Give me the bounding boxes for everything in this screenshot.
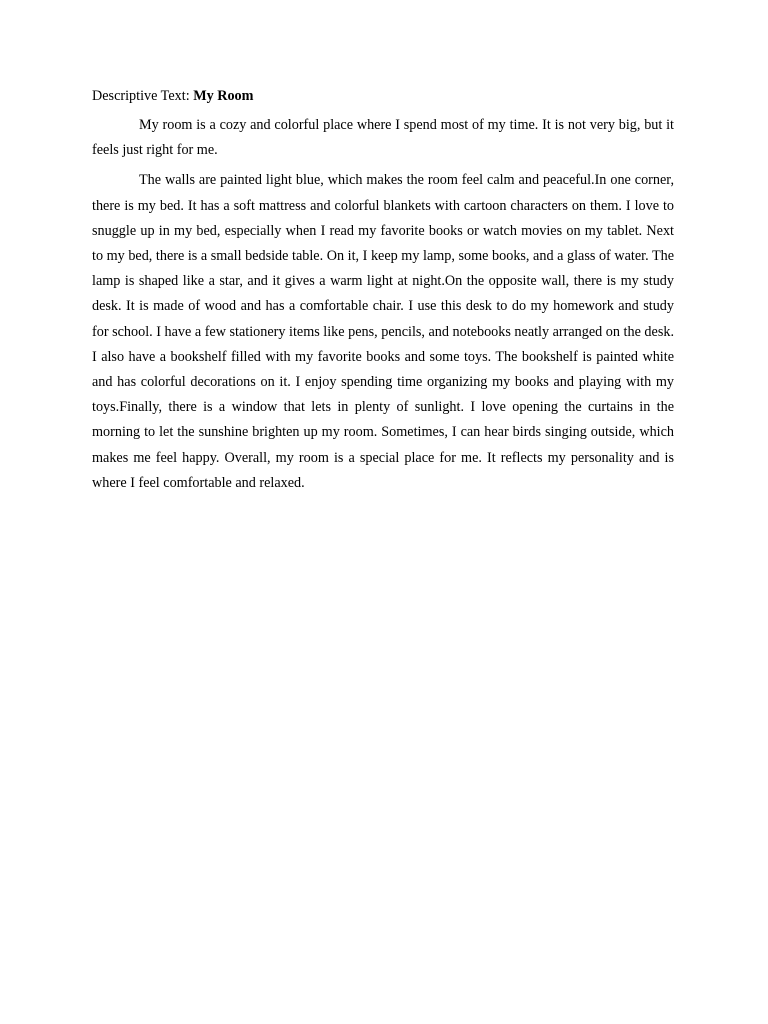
paragraph-intro: My room is a cozy and colorful place where I spend most of my time. It is not very big, but it feels just right for me. — [92, 117, 674, 159]
heading-title: My Room — [193, 88, 254, 104]
heading-prefix: Descriptive Text: — [92, 88, 194, 104]
document-body — [92, 86, 674, 501]
paragraph-body: The walls are painted light blue, which makes the room feel calm and peaceful.In one corner, there is my bed. It has a soft mattress and colorful blankets with cartoon characters on them. I love to snuggle up in my bed, especially when I read my favorite books or watch movies on my tablet. Next to my bed, there is a small bedside table. On it, I keep my lamp, some books, and a glass of water. The lamp is shaped like a star, and it gives a warm light at night.On the opposite wall, there is my study desk. It is made of wood and has a comfortable chair. I use this desk to do my homework and study for school. I have a few stationery items like pens, pencils, and notebooks neatly arranged on the desk. I also have a bookshelf filled with my favorite books and some toys. The bookshelf is painted white and has colorful decorations on it. I enjoy spending time organizing my books and playing with my toys.Finally, there is a window that lets in plenty of sunlight. I love opening the curtains in the morning to let the sunshine brighten up my room. Sometimes, I can hear birds singing outside, which makes me feel happy. Overall, my room is a special place for me. It reflects my personality and is where I feel comfortable and relaxed. — [92, 172, 674, 491]
document-heading — [92, 86, 674, 107]
